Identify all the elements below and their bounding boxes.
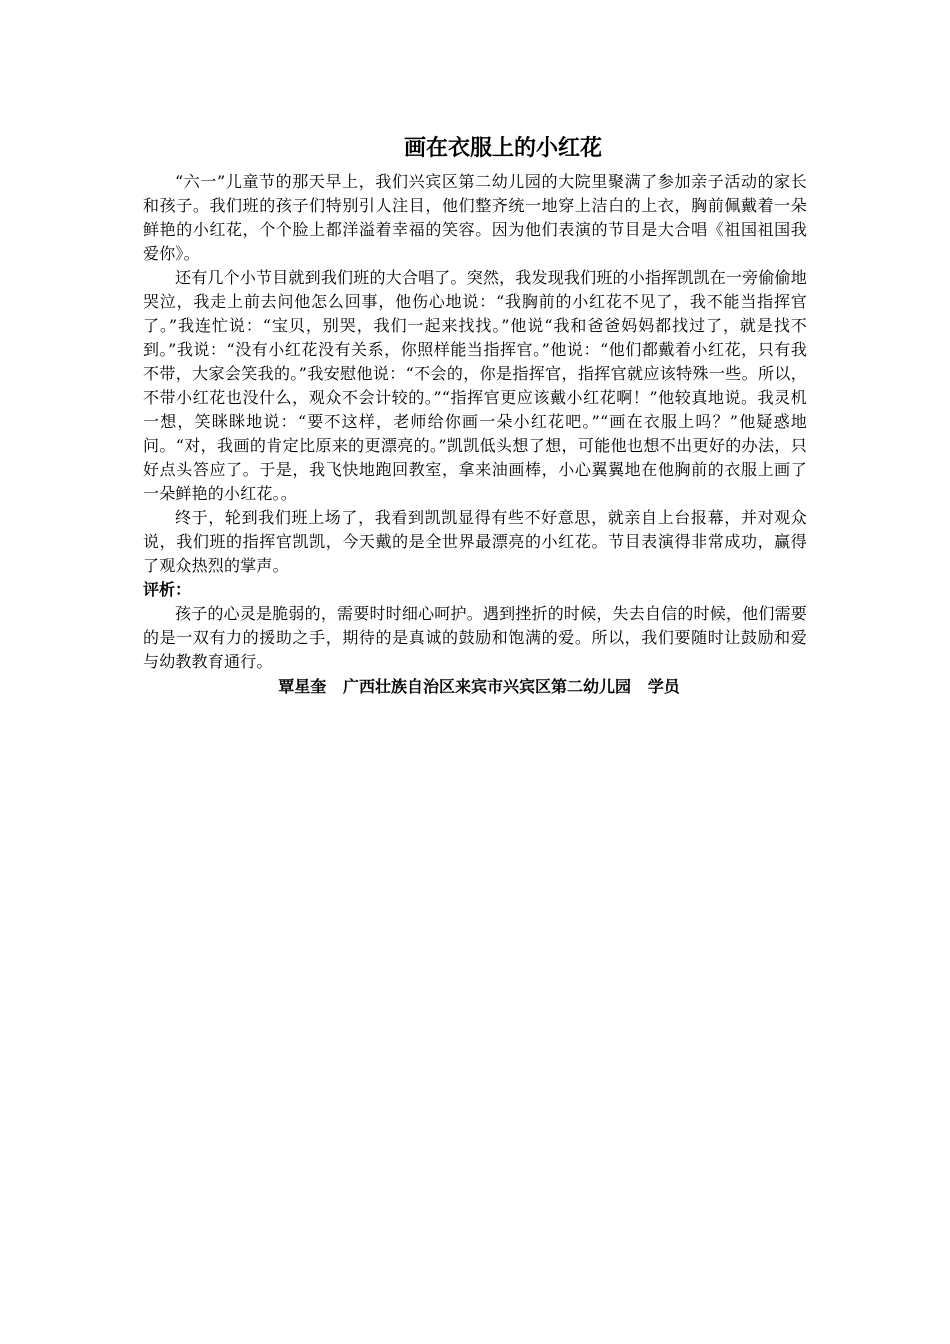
- document-title: 画在衣服上的小红花: [403, 136, 602, 161]
- body-paragraph-2: 还有几个小节目就到我们班的大合唱了。突然，我发现我们班的小指挥凯凯在一旁偷偷地哭泣，我走上前去问他怎么回事，他伤心地说：“我胸前的小红花不见了，我不能当指挥官了。”我连忙说：“宝贝，别哭，我们一起来找找。”他说“我和爸爸妈妈都找过了，就是找不到。”我说：“没有小红花没有关系，你照样能当指挥官。”他说：“他们都戴着小红花，只有我不带，大家会笑我的。”我安慰他说：“不会的，你是指挥官，指挥官就应该特殊一些。所以，不带小红花也没什么，观众不会计较的。”“指挥官更应该戴小红花啊！”他较真地说。我灵机一想，笑眯眯地说：“要不这样，老师给你画一朵小红花吧。”“画在衣服上吗？”他疑惑地问。“对，我画的肯定比原来的更漂亮的。”凯凯低头想了想，可能他也想不出更好的办法，只好点头答应了。于是，我飞快地跑回教室，拿来油画棒，小心翼翼地在他胸前的衣服上画了一朵鲜艳的小红花。。: [143, 268, 807, 503]
- document-page: [143, 132, 807, 700]
- author-signature: 覃星奎 广西壮族自治区来宾市兴宾区第二幼儿园 学员: [278, 677, 680, 696]
- body-paragraph-3: 终于，轮到我们班上场了，我看到凯凯显得有些不好意思，就亲自上台报幕，并对观众说，我们班的指挥官凯凯，今天戴的是全世界最漂亮的小红花。节目表演得非常成功，赢得了观众热烈的掌声。: [143, 508, 807, 575]
- analysis-heading: 评析：: [143, 580, 192, 599]
- analysis-paragraph: 孩子的心灵是脆弱的，需要时时细心呵护。遇到挫折的时候，失去自信的时候，他们需要的是一双有力的援助之手，期待的是真诚的鼓励和饱满的爱。所以，我们要随时让鼓励和爱与幼教教育通行。: [143, 604, 807, 671]
- body-paragraph-1: “六一”儿童节的那天早上，我们兴宾区第二幼儿园的大院里聚满了参加亲子活动的家长和孩子。我们班的孩子们特别引人注目，他们整齐统一地穿上洁白的上衣，胸前佩戴着一朵鲜艳的小红花，个个脸上都洋溢着幸福的笑容。因为他们表演的节目是大合唱《祖国祖国我爱你》。: [143, 172, 807, 263]
